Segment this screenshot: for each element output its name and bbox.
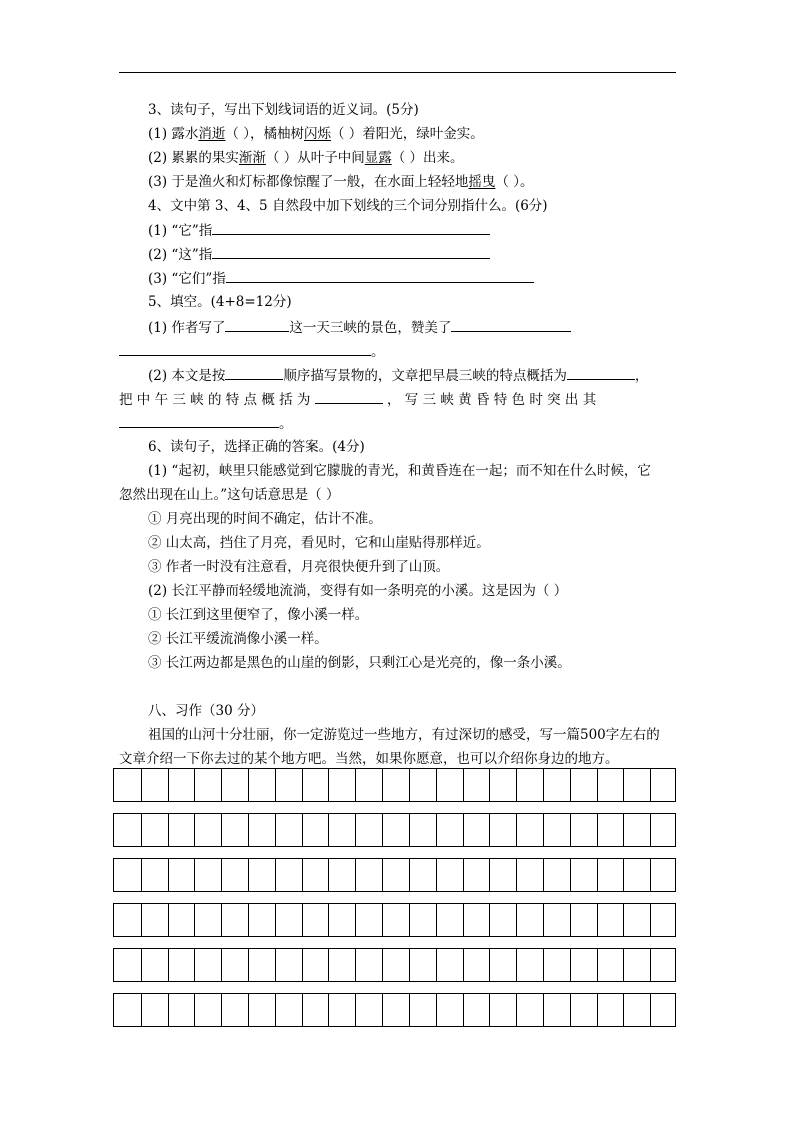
grid-cell-divider [463,859,464,891]
grid-cell-divider [382,904,383,936]
answer-blank[interactable] [226,269,534,283]
grid-cell-divider [543,949,544,981]
grid-cell-divider [382,769,383,801]
grid-cell-divider [409,769,410,801]
grid-cell-divider [194,949,195,981]
grid-cell-divider [436,904,437,936]
answer-blank[interactable] [119,342,371,356]
q5-title: 5、填空。(4+8=12分) [148,294,292,310]
grid-cell-divider [194,769,195,801]
grid-cell-divider [489,814,490,846]
grid-cell-divider [650,949,651,981]
grid-cell-divider [302,949,303,981]
grid-cell-divider [543,994,544,1026]
grid-cell-divider [248,859,249,891]
q5-line4: 。 [119,414,293,433]
grid-cell-divider [221,904,222,936]
q6-sentence1: (1) “起初，峡里只能感觉到它朦胧的青光，和黄昏连在一起；而不知在什么时候，它 [148,463,651,479]
grid-cell-divider [355,859,356,891]
grid-cell-divider [570,859,571,891]
grid-cell-divider [194,814,195,846]
grid-cell-divider [489,949,490,981]
grid-cell-divider [570,949,571,981]
grid-cell-divider [516,904,517,936]
grid-cell-divider [302,814,303,846]
grid-cell-divider [248,769,249,801]
grid-cell-divider [409,859,410,891]
grid-cell-divider [516,949,517,981]
grid-cell-divider [168,859,169,891]
grid-cell-divider [597,859,598,891]
q3-line2: (2) 累累的果实渐渐（ ）从叶子中间显露（ ）出来。 [148,150,464,166]
grid-cell-divider [597,994,598,1026]
grid-cell-divider [355,769,356,801]
grid-cell-divider [436,949,437,981]
grid-cell-divider [328,949,329,981]
grid-cell-divider [328,769,329,801]
grid-cell-divider [194,904,195,936]
grid-cell-divider [463,904,464,936]
grid-cell-divider [570,994,571,1026]
grid-cell-divider [302,994,303,1026]
grid-cell-divider [650,994,651,1026]
underlined-word: 摇曳 [468,174,496,190]
grid-cell-divider [543,769,544,801]
grid-cell-divider [382,949,383,981]
grid-cell-divider [543,904,544,936]
grid-cell-divider [623,859,624,891]
grid-cell-divider [382,859,383,891]
grid-cell-divider [650,814,651,846]
grid-cell-divider [489,859,490,891]
grid-cell-divider [168,814,169,846]
section8-prompt-1: 祖国的山河十分壮丽，你一定游览过一些地方，有过深切的感受，写一篇500字左右的 [148,727,660,743]
grid-cell-divider [570,814,571,846]
grid-row[interactable] [113,903,676,937]
grid-cell-divider [597,769,598,801]
grid-cell-divider [328,904,329,936]
grid-cell-divider [543,859,544,891]
grid-cell-divider [489,994,490,1026]
grid-cell-divider [355,904,356,936]
grid-cell-divider [168,949,169,981]
grid-cell-divider [141,814,142,846]
q6-s2-option-1: ① 长江到这里便窄了，像小溪一样。 [148,607,369,623]
grid-cell-divider [328,859,329,891]
grid-cell-divider [275,949,276,981]
grid-row[interactable] [113,768,676,802]
grid-cell-divider [489,769,490,801]
q4-item-2: (2) “这”指 [148,245,490,264]
grid-row[interactable] [113,813,676,847]
grid-cell-divider [194,859,195,891]
grid-row[interactable] [113,858,676,892]
q5-line1: (1) 作者写了 这一天三峡的景色，赞美了 [148,318,571,337]
grid-cell-divider [516,859,517,891]
grid-cell-divider [650,904,651,936]
grid-cell-divider [543,814,544,846]
grid-cell-divider [436,814,437,846]
grid-cell-divider [248,904,249,936]
answer-blank[interactable] [225,366,283,380]
grid-cell-divider [302,859,303,891]
grid-cell-divider [409,994,410,1026]
writing-grid[interactable] [113,768,676,1026]
q4-item-3: (3) “它们”指 [148,269,534,288]
grid-cell-divider [570,904,571,936]
grid-cell-divider [597,904,598,936]
grid-cell-divider [221,859,222,891]
answer-blank[interactable] [567,366,635,380]
grid-cell-divider [194,994,195,1026]
underlined-word: 闪烁 [303,126,331,142]
q3-line1: (1) 露水消逝（ ），橘柚树闪烁（ ）着阳光，绿叶金实。 [148,126,484,142]
grid-row[interactable] [113,948,676,982]
grid-cell-divider [141,904,142,936]
grid-cell-divider [409,814,410,846]
answer-blank[interactable] [315,390,383,404]
grid-cell-divider [248,994,249,1026]
q6-s1-option-1: ① 月亮出现的时间不确定，估计不准。 [148,511,382,527]
grid-cell-divider [436,769,437,801]
grid-cell-divider [141,769,142,801]
answer-blank[interactable] [451,318,571,332]
grid-cell-divider [436,859,437,891]
q4-title: 4、文中第 3、4、5 自然段中加下划线的三个词分别指什么。(6分) [148,198,548,214]
grid-cell-divider [168,769,169,801]
grid-cell-divider [409,949,410,981]
grid-cell-divider [275,994,276,1026]
grid-cell-divider [248,949,249,981]
underlined-word: 渐渐 [238,150,266,166]
grid-cell-divider [623,814,624,846]
q6-s2-option-2: ② 长江平缓流淌像小溪一样。 [148,631,328,647]
grid-cell-divider [168,994,169,1026]
underlined-word: 显露 [364,150,392,166]
grid-cell-divider [221,769,222,801]
q5-line1-cont: 。 [119,342,385,361]
header-rule [119,72,676,73]
grid-cell-divider [516,769,517,801]
q5-line2: (2) 本文是按 顺序描写景物的，文章把早晨三峡的特点概括为 ， [148,368,649,384]
grid-cell-divider [248,814,249,846]
answer-blank[interactable] [212,221,490,235]
grid-cell-divider [355,994,356,1026]
q4-item-1: (1) “它”指 [148,221,490,240]
section8-prompt-2: 文章介绍一下你去过的某个地方吧。当然，如果你愿意，也可以介绍你身边的地方。 [119,751,619,767]
grid-cell-divider [275,904,276,936]
grid-cell-divider [168,904,169,936]
q5-line3: 把 中 午 三 峡 的 特 点 概 括 为 ， 写 三 峡 黄 昏 特 色 时 突 出 其 [119,392,597,408]
grid-cell-divider [141,949,142,981]
q6-s2-option-3: ③ 长江两边都是黑色的山崖的倒影，只剩江心是光亮的，像一条小溪。 [148,655,571,671]
grid-cell-divider [570,769,571,801]
grid-row[interactable] [113,993,676,1027]
q6-sentence2: (2) 长江平静而轻缓地流淌，变得有如一条明亮的小溪。这是因为（ ） [148,583,568,599]
grid-cell-divider [597,949,598,981]
grid-cell-divider [275,769,276,801]
grid-cell-divider [623,949,624,981]
grid-cell-divider [141,994,142,1026]
grid-cell-divider [463,994,464,1026]
grid-cell-divider [409,904,410,936]
q6-sentence1-cont: 忽然出现在山上。”这句话意思是（ ） [119,487,340,503]
answer-blank[interactable] [225,318,289,332]
grid-cell-divider [221,994,222,1026]
grid-cell-divider [463,814,464,846]
q6-s1-option-3: ③ 作者一时没有注意看，月亮很快便升到了山顶。 [148,559,450,575]
q3-line3: (3) 于是渔火和灯标都像惊醒了一般，在水面上轻轻地摇曳（ ）。 [148,174,534,190]
grid-cell-divider [302,769,303,801]
grid-cell-divider [275,814,276,846]
grid-cell-divider [650,769,651,801]
grid-cell-divider [221,949,222,981]
grid-cell-divider [516,814,517,846]
answer-blank[interactable] [212,245,490,259]
q3-title: 3、读句子，写出下划线词语的近义词。(5分) [148,102,419,118]
grid-cell-divider [463,769,464,801]
answer-blank[interactable] [119,414,279,428]
grid-cell-divider [141,859,142,891]
underlined-word: 消逝 [198,126,226,142]
grid-cell-divider [355,949,356,981]
grid-cell-divider [328,994,329,1026]
grid-cell-divider [275,859,276,891]
grid-cell-divider [382,814,383,846]
grid-cell-divider [623,769,624,801]
grid-cell-divider [436,994,437,1026]
grid-cell-divider [382,994,383,1026]
grid-cell-divider [516,994,517,1026]
grid-cell-divider [489,904,490,936]
grid-cell-divider [355,814,356,846]
grid-cell-divider [623,904,624,936]
grid-cell-divider [623,994,624,1026]
section8-title: 八、习作（30 分） [148,703,264,719]
grid-cell-divider [650,859,651,891]
q6-title: 6、读句子，选择正确的答案。(4分) [148,439,365,455]
grid-cell-divider [463,949,464,981]
grid-cell-divider [221,814,222,846]
grid-cell-divider [328,814,329,846]
grid-cell-divider [597,814,598,846]
q6-s1-option-2: ② 山太高，挡住了月亮，看见时，它和山崖贴得那样近。 [148,535,490,551]
grid-cell-divider [302,904,303,936]
